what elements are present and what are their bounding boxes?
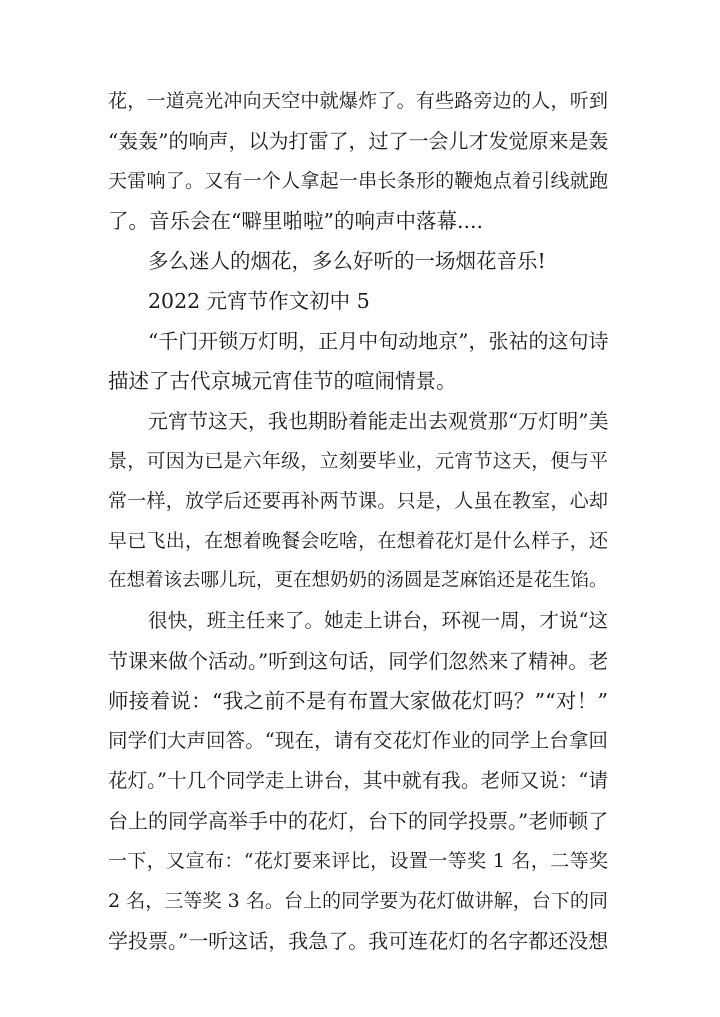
text-line: 景，可因为已是六年级，立刻要毕业，元宵节这天，便与平	[108, 450, 608, 472]
text-line: “千门开锁万灯明，正月中旬动地京”，张祜的这句诗	[148, 329, 609, 353]
text-line: 师接着说：“我之前不是有布置大家做花灯吗？”“对！”	[108, 689, 608, 713]
text-line: 台上的同学高举手中的花灯，台下的同学投票。”老师顿了	[108, 809, 609, 833]
text-line: 节课来做个活动。”听到这句话，同学们忽然来了精神。老	[108, 649, 609, 673]
text-line: “轰轰”的响声，以为打雷了，过了一会儿才发觉原来是轰	[108, 129, 609, 153]
text-line: 花灯。”十几个同学走上讲台，其中就有我。老师又说：“请	[108, 769, 608, 792]
text-line: 学投票。”一听这话，我急了。我可连花灯的名字都还没想	[108, 929, 609, 953]
text-line: 花，一道亮光冲向天空中就爆炸了。有些路旁边的人，听到	[108, 90, 608, 112]
text-line: 一下，又宣布：“花灯要来评比，设置一等奖 1 名，二等奖	[108, 850, 608, 872]
text-line: 了。音乐会在“噼里啪啦”的响声中落幕....	[108, 209, 484, 233]
text-line: 同学们大声回答。“现在，请有交花灯作业的同学上台拿回	[108, 729, 608, 752]
text-line: 多么迷人的烟花，多么好听的一场烟花音乐!	[148, 249, 546, 273]
text-line: 常一样，放学后还要再补两节课。只是，人虽在教室，心却	[108, 490, 608, 512]
text-line: 描述了古代京城元宵佳节的喧闹情景。	[108, 369, 457, 393]
section-heading: 2022 元宵节作文初中 5	[148, 289, 370, 313]
text-line: 2 名，三等奖 3 名。台上的同学要为花灯做讲解，台下的同	[108, 890, 608, 912]
text-line: 早已飞出，在想着晚餐会吃啥，在想着花灯是什么样子，还	[108, 530, 608, 552]
text-line: 在想着该去哪儿玩，更在想奶奶的汤圆是芝麻馅还是花生馅。	[108, 570, 608, 591]
text-line: 元宵节这天，我也期盼着能走出去观赏那“万灯明”美	[148, 409, 609, 433]
text-line: 天雷响了。又有一个人拿起一串长条形的鞭炮点着引线就跑	[108, 170, 608, 192]
text-line: 很快，班主任来了。她走上讲台，环视一周，才说“这	[148, 609, 608, 632]
